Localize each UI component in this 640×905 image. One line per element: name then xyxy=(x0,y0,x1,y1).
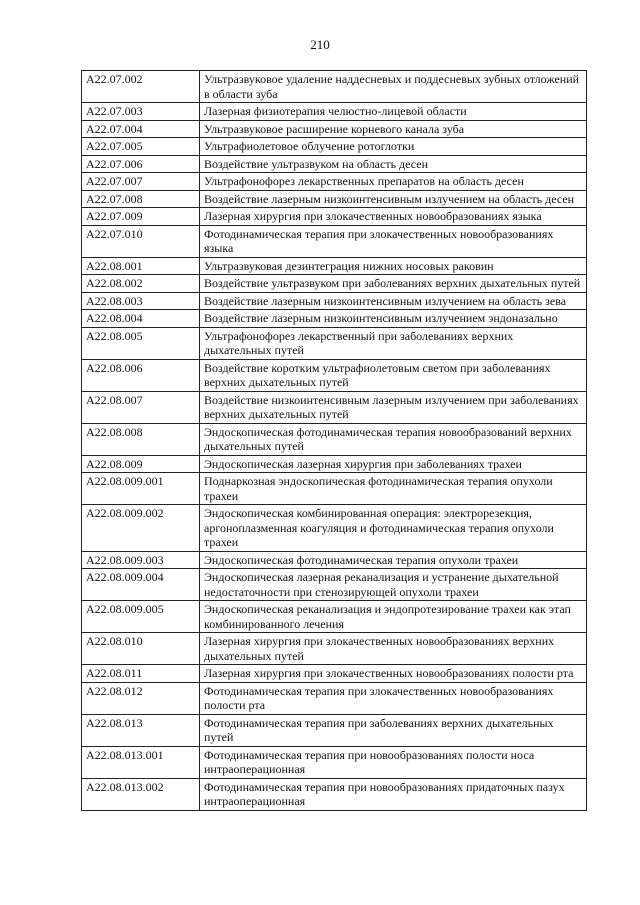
service-code-cell: A22.07.002 xyxy=(82,71,200,103)
service-name-cell: Лазерная хирургия при злокачественных новообразованиях языка xyxy=(200,208,587,226)
table-row xyxy=(82,327,587,359)
service-name-cell: Воздействие коротким ультрафиолетовым светом при заболеваниях верхних дыхательных путей xyxy=(200,359,587,391)
service-code-cell: A22.08.011 xyxy=(82,665,200,683)
service-name-cell: Эндоскопическая фотодинамическая терапия новообразований верхних дыхательных путей xyxy=(200,423,587,455)
service-code-cell: A22.08.005 xyxy=(82,327,200,359)
service-code-cell: A22.08.013.002 xyxy=(82,778,200,810)
service-code-cell: A22.07.010 xyxy=(82,225,200,257)
table-row xyxy=(82,173,587,191)
service-name-cell: Воздействие лазерным низкоинтенсивным излучением на область зева xyxy=(200,292,587,310)
service-code-cell: A22.08.009.002 xyxy=(82,505,200,552)
table-row xyxy=(82,778,587,810)
table-body xyxy=(82,71,587,811)
service-name-cell: Эндоскопическая реканализация и эндопротезирование трахеи как этап комбинированного лечения xyxy=(200,601,587,633)
service-name-cell: Фотодинамическая терапия при новообразованиях полости носа интраоперационная xyxy=(200,746,587,778)
service-code-cell: A22.07.006 xyxy=(82,155,200,173)
service-code-cell: A22.07.005 xyxy=(82,138,200,156)
service-name-cell: Лазерная физиотерапия челюстно-лицевой области xyxy=(200,103,587,121)
table-row xyxy=(82,601,587,633)
table-row xyxy=(82,275,587,293)
service-name-cell: Ультразвуковая дезинтеграция нижних носовых раковин xyxy=(200,257,587,275)
service-code-cell: A22.08.002 xyxy=(82,275,200,293)
service-code-table xyxy=(81,70,587,811)
service-code-cell: A22.08.009.005 xyxy=(82,601,200,633)
table-row xyxy=(82,423,587,455)
service-name-cell: Воздействие ультразвуком на область десен xyxy=(200,155,587,173)
table-row xyxy=(82,665,587,683)
table-row xyxy=(82,292,587,310)
service-code-cell: A22.08.007 xyxy=(82,391,200,423)
table-row xyxy=(82,473,587,505)
service-code-cell: A22.08.013 xyxy=(82,714,200,746)
service-name-cell: Лазерная хирургия при злокачественных новообразованиях полости рта xyxy=(200,665,587,683)
service-name-cell: Эндоскопическая фотодинамическая терапия опухоли трахеи xyxy=(200,551,587,569)
service-name-cell: Эндоскопическая лазерная хирургия при заболеваниях трахеи xyxy=(200,455,587,473)
service-name-cell: Эндоскопическая лазерная реканализация и устранение дыхательной недостаточности при стенозирующей опухоли трахеи xyxy=(200,569,587,601)
table-row xyxy=(82,225,587,257)
table-row xyxy=(82,359,587,391)
service-name-cell: Фотодинамическая терапия при новообразованиях придаточных пазух интраоперационная xyxy=(200,778,587,810)
service-name-cell: Ультрафиолетовое облучение ротоглотки xyxy=(200,138,587,156)
service-code-cell: A22.07.008 xyxy=(82,190,200,208)
service-name-cell: Воздействие ультразвуком при заболеваниях верхних дыхательных путей xyxy=(200,275,587,293)
table-row xyxy=(82,682,587,714)
table-row xyxy=(82,714,587,746)
service-code-cell: A22.08.004 xyxy=(82,310,200,328)
service-code-cell: A22.07.004 xyxy=(82,120,200,138)
table-row xyxy=(82,208,587,226)
table-row xyxy=(82,155,587,173)
service-name-cell: Лазерная хирургия при злокачественных новообразованиях верхних дыхательных путей xyxy=(200,633,587,665)
service-code-cell: A22.08.009.003 xyxy=(82,551,200,569)
service-name-cell: Ультразвуковое расширение корневого канала зуба xyxy=(200,120,587,138)
table-row xyxy=(82,569,587,601)
service-code-cell: A22.08.009.004 xyxy=(82,569,200,601)
table-row xyxy=(82,103,587,121)
service-code-cell: A22.08.009.001 xyxy=(82,473,200,505)
service-code-cell: A22.08.010 xyxy=(82,633,200,665)
table-row xyxy=(82,455,587,473)
service-code-cell: A22.08.013.001 xyxy=(82,746,200,778)
service-code-cell: A22.07.007 xyxy=(82,173,200,191)
service-name-cell: Воздействие лазерным низкоинтенсивным излучением на область десен xyxy=(200,190,587,208)
service-name-cell: Ультрафонофорез лекарственных препаратов на область десен xyxy=(200,173,587,191)
service-name-cell: Ультразвуковое удаление наддесневых и поддесневых зубных отложений в области зуба xyxy=(200,71,587,103)
table-row xyxy=(82,190,587,208)
page-number: 210 xyxy=(310,37,330,52)
table-row xyxy=(82,138,587,156)
service-name-cell: Фотодинамическая терапия при заболеваниях верхних дыхательных путей xyxy=(200,714,587,746)
table-row xyxy=(82,505,587,552)
service-code-cell: A22.08.001 xyxy=(82,257,200,275)
service-name-cell: Воздействие лазерным низкоинтенсивным излучением эндоназально xyxy=(200,310,587,328)
table-row xyxy=(82,257,587,275)
service-name-cell: Эндоскопическая комбинированная операция: электрорезекция, аргоноплазменная коагуляция и фотодинамическая терапия опухоли трахеи xyxy=(200,505,587,552)
table-row xyxy=(82,746,587,778)
service-name-cell: Поднаркозная эндоскопическая фотодинамическая терапия опухоли трахеи xyxy=(200,473,587,505)
service-name-cell: Ультрафонофорез лекарственный при заболеваниях верхних дыхательных путей xyxy=(200,327,587,359)
table-row xyxy=(82,71,587,103)
table-row xyxy=(82,633,587,665)
service-code-cell: A22.08.003 xyxy=(82,292,200,310)
service-name-cell: Фотодинамическая терапия при злокачественных новообразованиях языка xyxy=(200,225,587,257)
service-code-cell: A22.08.008 xyxy=(82,423,200,455)
service-name-cell: Фотодинамическая терапия при злокачественных новообразованиях полости рта xyxy=(200,682,587,714)
service-code-cell: A22.08.009 xyxy=(82,455,200,473)
table-row xyxy=(82,551,587,569)
table-row xyxy=(82,310,587,328)
table-row xyxy=(82,120,587,138)
service-name-cell: Воздействие низкоинтенсивным лазерным излучением при заболеваниях верхних дыхательных путей xyxy=(200,391,587,423)
table-row xyxy=(82,391,587,423)
service-code-cell: A22.07.009 xyxy=(82,208,200,226)
service-code-cell: A22.07.003 xyxy=(82,103,200,121)
service-code-cell: A22.08.012 xyxy=(82,682,200,714)
service-code-cell: A22.08.006 xyxy=(82,359,200,391)
